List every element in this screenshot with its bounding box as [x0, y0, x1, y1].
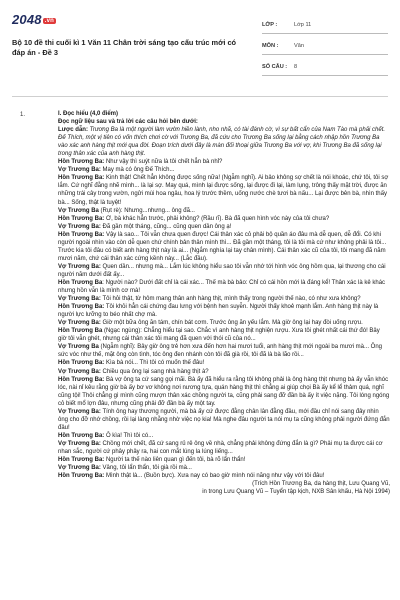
- dialogue-line: [58, 158, 390, 166]
- dialogue-speaker: Hồn Trương Ba:: [58, 360, 105, 367]
- question-prompt: Đọc ngữ liệu sau và trả lời các câu hỏi bên dưới:: [58, 119, 198, 126]
- source-citation-line2: in trong Lưu Quang Vũ – Tuyển tập kịch, NXB Sân khấu, Hà Nội 1994): [202, 489, 390, 496]
- dialogue-line: [58, 343, 390, 359]
- dialogue-text: Người ta thế nào liên quan gì đến tôi, bà rõ lẩn thẩn!: [104, 457, 246, 464]
- dialogue-line: [58, 472, 390, 480]
- dialogue-text: May mà có ông Đế Thích...: [100, 167, 175, 174]
- dialogue-speaker: Vợ Trương Ba: [58, 344, 99, 351]
- question-count-row: [262, 58, 388, 76]
- dialogue-line: [58, 319, 390, 327]
- section-heading: I. Đọc hiểu (4,0 điểm): [58, 111, 119, 117]
- subject-label: MÔN :: [262, 42, 279, 49]
- subject-row: [262, 37, 388, 55]
- dialogue-text: Đã gần một tháng, cũng... cũng quen dần ông ạ!: [100, 223, 232, 230]
- question-number: 1.: [20, 112, 26, 118]
- dialogue-speaker: Hồn Trương Ba:: [58, 304, 105, 311]
- dialogue-text: Ơ, bà khác hẳn trước, phải không? (Rầu rĩ). Bà đã quen hình vóc này của tôi chưa?: [104, 215, 330, 222]
- dialogue-text: (Ngạc ngùng): Chẳng hiểu tại sao. Chắc vì anh hàng thịt nghiện rượu. Xưa tôi ghét nhất cái thứ đó! Bây giờ tôi vẫn ghét, nhưng cái thân xác tôi mang đã quen với thói cũ của nó...: [58, 328, 380, 343]
- dialogue-speaker: Vợ Trương Ba:: [58, 408, 101, 415]
- dialogue-speaker: Vợ Trương Ba:: [58, 320, 101, 327]
- dialogue-speaker: Vợ Trương Ba:: [58, 296, 101, 303]
- dialogue-speaker: Vợ Trương Ba:: [58, 167, 101, 174]
- dialogue-speaker: Vợ Trương Ba:: [58, 440, 101, 447]
- intro-paragraph: [58, 126, 390, 158]
- dialogue-line: [58, 279, 390, 295]
- dialogue-text: Tính ông hay thương người, mà bà ấy cứ được đằng chân lân đằng đầu, mới đầu chỉ nói sang đây nhìn ông cho đỡ nhớ chồng, rồi lại làng nhằng nhờ việc nọ kia! Mà nghe đâu người ta nói mụ ta cũng không phải người đứng đắn đâu!: [58, 408, 390, 431]
- dialogue-speaker: Hồn Trương Ba:: [58, 473, 105, 480]
- intro-label: Lược dẫn:: [58, 127, 88, 134]
- dialogue-line: [58, 376, 390, 408]
- dialogue-line: [58, 174, 390, 206]
- exam-meta: [262, 16, 388, 79]
- dialogue-text: (Rụt rè): Nhưng...nhưng... ông đã...: [98, 207, 195, 214]
- dialogue-line: [58, 359, 390, 367]
- logo-suffix: .vn: [44, 17, 55, 24]
- dialogue-speaker: Vợ Trương Ba:: [58, 368, 101, 375]
- dialogue-speaker: Hồn Trương Ba:: [58, 457, 105, 464]
- dialogue-line: [58, 223, 390, 231]
- class-value: Lớp 11: [294, 21, 312, 28]
- header-divider: [12, 96, 388, 97]
- dialogue-line: [58, 440, 390, 456]
- dialogue-line: [58, 166, 390, 174]
- dialogue-text: Mình thật là... (Buồn bực). Xưa nay có bao giờ mình nói năng như vậy với tôi đâu!: [104, 473, 325, 480]
- dialogue-speaker: Vợ Trương Ba: [58, 207, 99, 214]
- question-content: [12, 110, 390, 596]
- dialogue-text: Giờ một bữa ông ăn tám, chín bát cơm. Trước ông ăn yếu lắm. Mà giờ ông lại hay đòi uống rượu.: [100, 320, 363, 327]
- dialogue-text: Như vậy thì suýt nữa là tôi chết hẳn bà nhỉ?: [104, 159, 223, 166]
- dialogue-speaker: Hồn Trương Ba: [58, 328, 103, 335]
- dialogue-speaker: Vợ Trương Ba:: [58, 263, 101, 270]
- dialogue-speaker: Hồn Trương Ba:: [58, 376, 105, 383]
- page-header: [12, 8, 388, 94]
- dialogue-speaker: Hồn Trương Ba:: [58, 231, 105, 238]
- dialogue-text: (Ngẫm nghĩ): Bây giờ ông trẻ hơn xưa đến hơn hai mươi tuổi, anh hàng thịt mới ngoài ba mươi mà... Ông sức vóc như thế, mặt ông còn tình, tóc ông đen nhánh còn tôi đã già rồi, tôi đã là bà lão rồi...: [58, 344, 383, 359]
- dialogue-line: [58, 303, 390, 319]
- dialogue-speaker: Hồn Trương Ba: [58, 279, 103, 286]
- class-row: [262, 16, 388, 34]
- dialogue-speaker: Hồn Trương Ba:: [58, 175, 105, 182]
- source-citation-line1: (Trích Hồn Trương Ba, da hàng thịt, Lưu Quang Vũ,: [252, 481, 390, 488]
- question-count-value: 8: [294, 63, 298, 70]
- document-title: Bộ 10 đề thi cuối kì 1 Văn 11 Chân trời sáng tạo cấu trúc mới có đáp án - Đề 3: [12, 38, 237, 57]
- dialogue-text: Kìa bà nói... Thì tôi có muốn thế đâu!: [104, 360, 205, 367]
- class-label: LỚP :: [262, 21, 278, 28]
- dialogue-text: Vậy là sao... Tôi vẫn chưa quen được! Cái thân xác cỏ phải bộ quần áo đâu mà dễ quen, dễ đổi. Có khi người ngoài nhìn vào còn dễ quen chứ chính bản thân mình thì... Đã gần một tháng, tôi là tôi mà cứ như không phải là tôi... Trước kia tôi đâu có biết anh hàng thịt này là ai... (Ngắm nghía lại tay chân mình). Cái thân xác cũ của tôi, tôi mang đã năm mươi năm, chứ cái thân xác cứng kềnh này... (Lắc đầu).: [58, 231, 387, 262]
- dialogue-line: [58, 207, 390, 215]
- dialogue-line: [58, 295, 390, 303]
- intro-text: Trương Ba là một người làm vườn hiền lành, nho nhã, có tài đánh cờ, vì sự bất cẩn của Nam Tào mà phải chết. Đế Thích, một vị tiên có vốn thích chơi cờ với Trương Ba, đã cứu cho Trương Ba sống lại bằng cách nhập hồn Trương Ba vào xác anh hàng thịt mới qua đời. Đoạn trích dưới đây là màn đối thoại giữa Trương Ba với vợ, khi Trương Ba đã sống lại trong thân xác của anh hàng thịt.: [58, 127, 386, 158]
- dialogue-line: [58, 464, 390, 472]
- dialogue-text: Chồng mới chết, đã cứ sang rủ rê ông về nhà, chẳng phải không đứng đắn là gì? Phải mụ ta được cái cơ nhan sắc, người cứ phây phây ra, hai con mắt lúng la lúng liếng...: [58, 440, 383, 455]
- question-body: [58, 110, 390, 496]
- dialogue-text: Kinh thật! Chết hẳn không được sống nữa! (Ngẫm nghĩ). Ai bảo không sợ chết là nói khoác, chứ tôi, tôi sợ lắm. Cứ nghĩ đằng nhẽ mình... là lại sợ. May quá, mình lại được sống, lại được đi lại, làm lụng, trông thấy mặt trời, được ăn những trái cây trong vườn, ngửi mùi hoa ngâu, hoa lý trước thềm, uống nước chè tươi bà nấu... Lại được bên bà, nhìn thấy bà... Sống, thật là tuyệt!: [58, 175, 389, 206]
- dialogue-line: [58, 432, 390, 440]
- dialogue-line: [58, 231, 390, 263]
- dialogue-speaker: Hồn Trương Ba:: [58, 159, 105, 166]
- site-logo[interactable]: [12, 12, 56, 27]
- dialogue-text: Tôi hỏi thật, từ hôm mang thân anh hàng thịt, mình thấy trong người thế nào, có như xưa không?: [100, 296, 361, 303]
- dialogue-text: Ô kìa! Thì tôi có...: [104, 432, 154, 439]
- dialogue-text: Bà vợ ông ta cứ sang gọi mãi. Bà ấy đã hiểu ra rằng tôi không phải là ông hàng thịt nhưng bà ấy vẫn khóc lóc, nài nỉ kêu rằng giờ bà ấy bơ vơ không nơi nương tựa, quán hàng thịt thì chẳng ai giúp chọi Bà ấy kể lể thảm quá, nghĩ cũng tội! Thôi chẳng gì mình cũng mượn thân xác chồng người ta, cũng phải sang đỡ đần bà ấy ít việc nặng. Tôi lóng ngóng cỏ biết mổ lợn đâu, nhưng cũng phải đỡ đần bà ấy một tay.: [58, 376, 390, 407]
- question-count-label: SỐ CÂU :: [262, 63, 288, 70]
- dialogue-text: Chiều qua ông lại sang nhà hàng thịt à?: [100, 368, 209, 375]
- dialogue-speaker: Hồn Trương Ba:: [58, 432, 105, 439]
- subject-value: Văn: [294, 42, 304, 49]
- dialogue-text: Quen dần... nhưng mà... Lắm lúc không hiểu sao tôi vẫn nhớ tới hình vóc ông hồm qua, lại thương cho cái người năm dưới đất ấy...: [58, 263, 386, 278]
- dialogue-line: [58, 456, 390, 464]
- dialogue-list: [58, 158, 390, 480]
- dialogue-line: [58, 215, 390, 223]
- dialogue-text: Vâng, tôi lẩn thẩn, tôi già rồi mà...: [100, 465, 192, 472]
- dialogue-line: [58, 327, 390, 343]
- dialogue-speaker: Vợ Trương Ba:: [58, 223, 101, 230]
- dialogue-speaker: Vợ Trương Ba:: [58, 465, 101, 472]
- dialogue-speaker: Hồn Trương Ba:: [58, 215, 105, 222]
- dialogue-line: [58, 408, 390, 432]
- dialogue-line: [58, 263, 390, 279]
- logo-text: 2048: [12, 12, 42, 27]
- dialogue-line: [58, 368, 390, 376]
- dialogue-text: : Người nào? Dưới đất chỉ là cái xác... Thế mà bà bảo: Chỉ có cái hồn mới là đáng kể! Thân xác là kẻ khác nhưng hồn vẫn là mình cơ mà!: [58, 279, 386, 295]
- dialogue-text: Tôi khỏi hẳn cái chứng đau lưng với bệnh hen suyễn. Người thấy khoẻ mạnh lắm. Anh hàng thịt này là người lực lưỡng to béo nhất chợ mà.: [58, 304, 379, 319]
